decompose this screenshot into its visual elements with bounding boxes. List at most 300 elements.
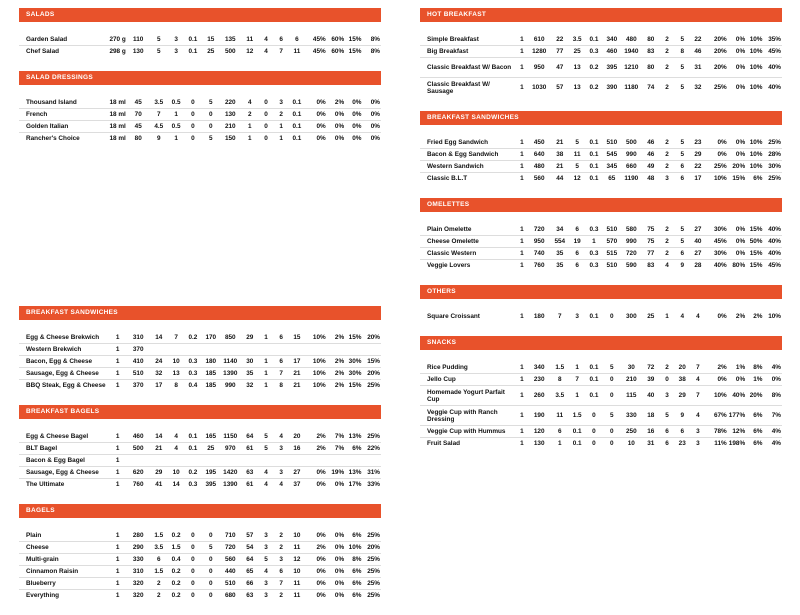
section-gap	[19, 57, 381, 71]
serving-size: 1	[520, 250, 524, 257]
daily-value-percent: 2%	[334, 382, 345, 389]
nutrient-value: 0	[191, 99, 195, 106]
daily-value-percent: 40%	[768, 238, 781, 245]
nutrient-value: 3	[279, 445, 283, 452]
section-gap	[19, 144, 381, 158]
daily-value-percent: 2%	[316, 544, 326, 551]
item-name: Classic Breakfast W/ Bacon	[427, 64, 512, 71]
nutrient-value: 2	[157, 592, 161, 599]
nutrient-value: 9	[157, 135, 161, 142]
nutrient-value: 3	[264, 592, 268, 599]
daily-value-percent: 40%	[768, 84, 781, 91]
nutrient-value: 5	[157, 36, 161, 43]
nutrient-value: 6	[680, 163, 684, 170]
nutrient-value: 370	[132, 382, 144, 389]
nutrient-value: 440	[224, 568, 236, 575]
daily-value-percent: 20%	[367, 544, 380, 551]
nutrient-value: 410	[132, 358, 144, 365]
table-row	[19, 46, 381, 58]
nutrient-value: 0.2	[188, 334, 198, 341]
daily-value-percent: 0%	[735, 48, 746, 55]
nutrient-value: 40	[694, 238, 702, 245]
daily-value-percent: 0%	[370, 123, 380, 130]
section-breakfast-sandwiches	[420, 111, 782, 198]
nutrient-value: 0	[665, 376, 669, 383]
serving-size: 1	[520, 392, 524, 399]
nutrient-value: 17	[694, 175, 702, 182]
nutrient-value: 29	[694, 151, 702, 158]
nutrient-value: 48	[647, 175, 655, 182]
nutrient-value: 2	[665, 139, 669, 146]
nutrient-value: 3.5	[555, 392, 565, 399]
nutrient-value: 0	[592, 428, 596, 435]
daily-value-percent: 7%	[334, 445, 345, 452]
nutrient-value: 8	[680, 48, 684, 55]
item-name: Simple Breakfast	[427, 36, 479, 43]
table-row	[420, 406, 782, 426]
daily-value-percent: 15%	[348, 36, 362, 43]
item-name: Veggie Cup with Ranch Dressing	[427, 408, 498, 423]
daily-value-percent: 8%	[352, 556, 362, 563]
nutrient-value: 0	[610, 440, 614, 447]
nutrient-value: 1140	[223, 358, 238, 365]
daily-value-percent: 80%	[732, 262, 746, 269]
daily-value-percent: 0%	[334, 111, 345, 118]
daily-value-percent: 35%	[768, 36, 781, 43]
section-gap	[19, 490, 381, 504]
table-row	[19, 431, 381, 443]
nutrient-value: 320	[132, 592, 144, 599]
nutrient-value: 5	[680, 36, 684, 43]
serving-size: 1	[115, 544, 120, 551]
table-row	[19, 566, 381, 578]
nutrient-value: 5	[680, 238, 684, 245]
nutrient-value: 11	[293, 592, 301, 599]
nutrient-value: 65	[246, 568, 254, 575]
item-name: Western Sandwich	[427, 163, 484, 170]
nutrient-value: 3	[696, 428, 700, 435]
nutrient-value	[241, 455, 258, 467]
nutrient-value: 35	[556, 250, 564, 257]
daily-value-percent: 10%	[768, 313, 781, 320]
serving-size: 1	[520, 262, 524, 269]
nutrient-value: 345	[606, 163, 618, 170]
nutrient-value: 2	[248, 111, 252, 118]
daily-value-percent: 30%	[713, 226, 727, 233]
item-name: Bacon & Egg Bagel	[26, 457, 85, 464]
nutrient-value: 185	[205, 382, 217, 389]
nutrient-value: 2	[665, 364, 669, 371]
nutrient-value: 5	[209, 99, 213, 106]
item-name: Plain Omelette	[427, 226, 472, 233]
nutrient-value: 31	[647, 440, 655, 447]
nutrient-value: 5	[264, 556, 268, 563]
section-spacer	[19, 85, 381, 97]
nutrient-value: 1940	[624, 48, 639, 55]
nutrient-value: 10	[172, 469, 180, 476]
daily-value-percent: 40%	[768, 250, 781, 257]
table-row	[420, 173, 782, 185]
nutrient-value: 310	[132, 334, 144, 341]
daily-value-percent: 0%	[735, 250, 746, 257]
daily-value-percent: 22%	[367, 445, 380, 452]
nutrient-value: 21	[293, 370, 301, 377]
nutrient-value: 500	[625, 139, 637, 146]
nutrient-value: 570	[606, 238, 618, 245]
nutrient-value	[274, 344, 289, 356]
daily-value-percent: 25%	[367, 580, 380, 587]
serving-size: 1	[520, 139, 524, 146]
daily-value-percent: 10%	[749, 36, 763, 43]
daily-value-percent: 30%	[713, 250, 727, 257]
nutrient-value: 1.5	[154, 568, 164, 575]
daily-value-percent: 0%	[735, 36, 746, 43]
daily-value-percent: 4%	[771, 428, 781, 435]
nutrient-value: 0.2	[589, 84, 599, 91]
daily-value-percent: 0%	[771, 376, 781, 383]
nutrient-value: 5	[680, 139, 684, 146]
nutrient-value: 16	[293, 445, 301, 452]
daily-value-percent: 11%	[714, 440, 727, 447]
item-name: Sausage, Egg & Cheese	[26, 370, 99, 377]
nutrient-value: 0.1	[572, 440, 582, 447]
item-name: Multi-grain	[26, 556, 59, 563]
nutrient-value: 1	[592, 238, 596, 245]
nutrient-value: 0.1	[589, 175, 599, 182]
section-header: SNACKS	[420, 336, 782, 350]
nutrient-value: 23	[678, 440, 686, 447]
serving-size: 1	[115, 370, 120, 377]
daily-value-percent: 0%	[334, 135, 345, 142]
table-row	[19, 344, 381, 356]
nutrient-value: 1.5	[171, 544, 181, 551]
serving-size: 1	[115, 382, 120, 389]
daily-value-percent: 0%	[334, 544, 345, 551]
nutrient-value: 3	[174, 36, 178, 43]
daily-value-percent: 4%	[771, 440, 781, 447]
nutrient-value: 29	[155, 469, 163, 476]
nutrient-value: 75	[647, 226, 655, 233]
daily-value-percent: 8%	[370, 36, 380, 43]
nutrient-value: 5	[680, 64, 684, 71]
nutrient-value: 560	[224, 556, 236, 563]
item-name: Fried Egg Sandwich	[427, 139, 489, 146]
nutrient-value: 37	[293, 481, 301, 488]
nutrient-value: 80	[647, 36, 655, 43]
daily-value-percent: 0%	[352, 135, 362, 142]
nutrient-value: 7	[696, 364, 700, 371]
daily-value-percent: 0%	[334, 568, 345, 575]
daily-value-percent: 10%	[749, 151, 763, 158]
nutrient-value: 40	[647, 392, 655, 399]
daily-value-percent	[327, 344, 345, 356]
nutrient-value: 0.2	[171, 592, 181, 599]
nutrient-value: 4	[264, 469, 268, 476]
daily-value-percent: 20%	[732, 163, 746, 170]
item-name: Plain	[26, 532, 42, 539]
nutrient-value: 7	[279, 580, 283, 587]
nutrition-table	[19, 332, 381, 391]
nutrient-value: 70	[134, 111, 142, 118]
nutrient-value: 6	[665, 440, 669, 447]
daily-value-percent: 2%	[334, 358, 345, 365]
daily-value-percent: 30%	[768, 163, 781, 170]
nutrient-value: 7	[157, 111, 161, 118]
nutrient-value: 0.3	[589, 48, 599, 55]
daily-value-percent: 0%	[717, 151, 727, 158]
daily-value-percent: 13%	[348, 469, 362, 476]
serving-size: 18 ml	[109, 99, 126, 106]
left-column-bottom	[19, 306, 381, 615]
nutrient-value: 1030	[532, 84, 547, 91]
daily-value-percent: 25%	[367, 433, 380, 440]
nutrient-value: 30	[627, 364, 635, 371]
daily-value-percent: 10%	[312, 334, 326, 341]
nutrient-value: 11	[246, 36, 254, 43]
daily-value-percent: 40%	[713, 262, 727, 269]
nutrient-value: 0	[264, 99, 268, 106]
table-row	[420, 137, 782, 149]
nutrition-table	[420, 362, 782, 449]
nutrient-value: 330	[132, 556, 144, 563]
nutrient-value: 320	[132, 580, 144, 587]
nutrient-value: 0	[264, 135, 268, 142]
nutrient-value: 220	[224, 99, 236, 106]
nutrition-table	[420, 224, 782, 271]
nutrient-value: 3	[665, 175, 669, 182]
daily-value-percent: 2%	[717, 364, 727, 371]
serving-size: 1	[520, 313, 524, 320]
daily-value-percent: 30%	[348, 358, 362, 365]
nutrient-value: 0	[610, 428, 614, 435]
nutrient-value: 25	[573, 48, 581, 55]
nutrient-value: 170	[205, 334, 217, 341]
daily-value-percent: 33%	[367, 481, 380, 488]
nutrient-value: 5	[610, 412, 614, 419]
item-name: Classic Western	[427, 250, 477, 257]
table-row	[420, 311, 782, 322]
nutrient-value: 6	[279, 36, 283, 43]
item-name: BBQ Steak, Egg & Cheese	[26, 382, 106, 389]
table-row	[420, 374, 782, 386]
daily-value-percent: 67%	[713, 412, 727, 419]
daily-value-percent: 10%	[312, 358, 326, 365]
nutrient-value: 7	[575, 376, 579, 383]
nutrient-value: 640	[533, 151, 545, 158]
daily-value-percent: 0%	[316, 556, 326, 563]
nutrient-value: 5	[575, 139, 579, 146]
nutrient-value	[184, 455, 202, 467]
nutrient-value: 0	[191, 135, 195, 142]
nutrient-value: 4	[279, 433, 283, 440]
item-name: Jello Cup	[427, 376, 456, 383]
nutrient-value: 5	[680, 151, 684, 158]
nutrient-value: 8	[279, 382, 283, 389]
nutrient-value: 16	[647, 428, 655, 435]
nutrient-value: 1	[248, 135, 252, 142]
nutrient-value: 1390	[223, 481, 238, 488]
nutrient-value: 32	[694, 84, 702, 91]
nutrient-value: 130	[533, 440, 545, 447]
nutrient-value: 1	[575, 392, 579, 399]
daily-value-percent: 78%	[713, 428, 727, 435]
nutrient-value: 2	[157, 580, 161, 587]
daily-value-percent: 1%	[735, 364, 746, 371]
nutrient-value: 8	[558, 376, 562, 383]
daily-value-percent: 6%	[352, 568, 362, 575]
table-row	[19, 356, 381, 368]
nutrient-value: 2	[665, 163, 669, 170]
nutrient-value: 0.1	[188, 36, 198, 43]
nutrient-value: 46	[647, 151, 655, 158]
section-breakfast-sandwiches	[19, 306, 381, 405]
nutrient-value: 460	[132, 433, 144, 440]
nutrient-value: 45	[134, 99, 142, 106]
daily-value-percent: 10%	[749, 139, 763, 146]
table-row	[420, 161, 782, 173]
table-row	[19, 554, 381, 566]
nutrient-value: 61	[246, 481, 254, 488]
nutrient-value: 0	[209, 568, 213, 575]
nutrient-value: 4.5	[154, 123, 164, 130]
nutrient-value: 0	[264, 123, 268, 130]
nutrient-value: 680	[224, 592, 236, 599]
nutrient-value: 10	[627, 440, 635, 447]
nutrient-value: 510	[132, 370, 144, 377]
daily-value-percent: 25%	[367, 568, 380, 575]
daily-value-percent: 45%	[312, 36, 326, 43]
nutrient-value: 13	[172, 370, 180, 377]
nutrient-value: 3	[279, 556, 283, 563]
nutrient-value: 280	[132, 532, 144, 539]
daily-value-percent: 25%	[768, 175, 781, 182]
nutrient-value: 2	[279, 592, 283, 599]
nutrient-value: 150	[224, 135, 236, 142]
nutrient-value: 0	[191, 556, 195, 563]
nutrient-value: 0.1	[292, 99, 302, 106]
nutrient-value: 20	[293, 433, 301, 440]
serving-size: 1	[115, 457, 120, 464]
table-row	[19, 530, 381, 542]
item-name: Everything	[26, 592, 60, 599]
nutrient-value: 7	[279, 48, 283, 55]
section-gap	[19, 391, 381, 405]
daily-value-percent: 0%	[316, 111, 326, 118]
nutrient-value: 1.5	[572, 412, 582, 419]
item-name: Rice Pudding	[427, 364, 468, 371]
nutrient-value: 0	[592, 412, 596, 419]
serving-size: 1	[520, 175, 524, 182]
nutrient-value: 0.3	[589, 250, 599, 257]
nutrient-value: 14	[155, 433, 163, 440]
nutrient-value: 4	[248, 99, 252, 106]
nutrient-value: 57	[556, 84, 564, 91]
daily-value-percent: 8%	[753, 364, 763, 371]
nutrient-value: 64	[246, 556, 254, 563]
item-name: Square Croissant	[427, 313, 480, 320]
nutrient-value: 3	[665, 392, 669, 399]
nutrient-value: 35	[556, 262, 564, 269]
nutrient-value: 15	[207, 36, 215, 43]
nutrient-value: 720	[533, 226, 545, 233]
nutrient-value: 80	[647, 64, 655, 71]
nutrient-value: 0.3	[188, 370, 198, 377]
nutrient-value: 29	[678, 392, 686, 399]
daily-value-percent: 50%	[749, 238, 763, 245]
daily-value-percent: 0%	[735, 226, 746, 233]
daily-value-percent: 8%	[370, 48, 380, 55]
section-header: BREAKFAST BAGELS	[19, 405, 381, 419]
daily-value-percent: 6%	[753, 440, 763, 447]
nutrient-value: 21	[556, 139, 564, 146]
nutrient-value	[202, 344, 219, 356]
daily-value-percent: 45%	[768, 48, 781, 55]
table-row	[19, 380, 381, 392]
nutrient-value: 66	[246, 580, 254, 587]
daily-value-percent: 30%	[348, 370, 362, 377]
nutrient-value: 130	[132, 48, 144, 55]
nutrient-value: 4	[174, 445, 178, 452]
nutrient-value: 29	[246, 334, 254, 341]
daily-value-percent: 25%	[367, 556, 380, 563]
nutrition-table	[19, 530, 381, 601]
nutrient-value: 340	[606, 36, 618, 43]
daily-value-percent: 0%	[735, 84, 746, 91]
nutrient-value: 515	[606, 250, 618, 257]
section-spacer	[420, 350, 782, 362]
nutrient-value: 5	[157, 48, 161, 55]
serving-size: 1	[520, 440, 524, 447]
nutrient-value: 330	[625, 412, 637, 419]
nutrient-value	[289, 455, 305, 467]
serving-size: 1	[520, 48, 524, 55]
nutrient-value: 1	[665, 313, 669, 320]
serving-size: 1	[115, 568, 120, 575]
nutrient-value: 1	[264, 358, 268, 365]
table-row	[420, 236, 782, 248]
nutrient-value: 300	[625, 313, 637, 320]
section-snacks	[420, 336, 782, 463]
daily-value-percent: 15%	[367, 358, 380, 365]
nutrient-value: 3	[575, 313, 579, 320]
nutrient-value: 1.5	[555, 364, 565, 371]
serving-size: 1	[520, 412, 524, 419]
nutrient-value: 120	[533, 428, 545, 435]
serving-size: 1	[520, 226, 524, 233]
nutrient-value: 6	[575, 250, 579, 257]
daily-value-percent: 45%	[312, 48, 326, 55]
table-row	[19, 479, 381, 491]
nutrient-value: 0.1	[589, 36, 599, 43]
nutrient-value	[169, 344, 184, 356]
nutrient-value: 10	[293, 568, 301, 575]
daily-value-percent: 40%	[732, 392, 746, 399]
table-row	[420, 248, 782, 260]
nutrient-value	[149, 455, 169, 467]
daily-value-percent: 0%	[717, 376, 727, 383]
nutrient-value: 3	[174, 48, 178, 55]
nutrient-value: 4	[696, 412, 700, 419]
nutrient-value: 15	[293, 334, 301, 341]
nutrient-value: 760	[533, 262, 545, 269]
serving-size: 1	[115, 481, 120, 488]
daily-value-percent: 0%	[735, 376, 746, 383]
nutrient-value: 6	[279, 334, 283, 341]
nutrient-value: 510	[606, 262, 618, 269]
nutrient-value: 38	[678, 376, 686, 383]
serving-size: 1	[115, 346, 120, 353]
nutrient-value: 83	[647, 48, 655, 55]
